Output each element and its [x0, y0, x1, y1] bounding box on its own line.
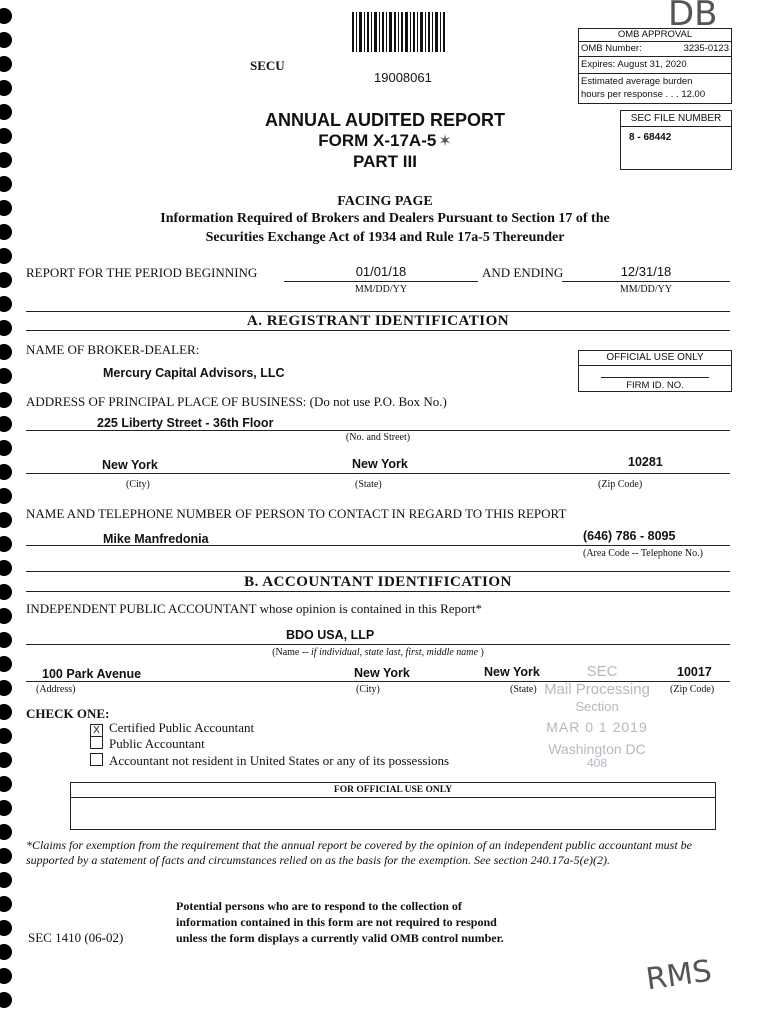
- handwritten-signature: RMS: [643, 953, 714, 998]
- punch-hole: [0, 752, 12, 768]
- accountant-zip: 10017: [677, 665, 712, 679]
- punch-hole: [0, 440, 12, 456]
- contact-phone: (646) 786 - 8095: [583, 529, 676, 543]
- stamp-line-3: Section: [575, 699, 619, 714]
- punch-hole: [0, 80, 12, 96]
- omb-approval-box: [578, 28, 732, 104]
- sec-file-label: SEC FILE NUMBER: [621, 111, 731, 127]
- facing-line-2: Securities Exchange Act of 1934 and Rule 17a-5 Thereunder: [205, 230, 565, 245]
- name-caption-c: ): [477, 647, 484, 658]
- sec-form-number: SEC 1410 (06-02): [28, 930, 124, 945]
- omb-number-row: [579, 42, 731, 57]
- punch-hole: [0, 272, 12, 288]
- stamp-line-5: Washington DC: [548, 741, 646, 757]
- punch-hole: [0, 368, 12, 384]
- address-label: ADDRESS OF PRINCIPAL PLACE OF BUSINESS: (Do not use P.O. Box No.): [26, 394, 447, 409]
- broker-dealer-name: Mercury Capital Advisors, LLC: [103, 366, 285, 380]
- accountant-name-line: [26, 644, 730, 645]
- punch-hole: [0, 680, 12, 696]
- omb-title: OMB APPROVAL: [579, 29, 731, 42]
- punch-hole: [0, 968, 12, 984]
- official-use-box: [578, 350, 732, 392]
- punch-hole: [0, 704, 12, 720]
- zip-caption: (Zip Code): [598, 479, 643, 490]
- punch-hole: [0, 296, 12, 312]
- omb-burden-line2: hours per response . . . 12.00: [581, 89, 706, 100]
- secu-label: SECU: [250, 58, 285, 73]
- official-use-only-box: [70, 782, 716, 830]
- city-line: [26, 473, 730, 474]
- period-end-label: AND ENDING: [482, 265, 564, 280]
- contact-line: [26, 545, 730, 546]
- section-a-title: A. REGISTRANT IDENTIFICATION: [246, 313, 510, 329]
- option-certified[interactable]: [90, 720, 254, 737]
- name-caption-b: if individual, state last, first, middle name: [311, 647, 478, 658]
- accountant-name: BDO USA, LLP: [286, 628, 375, 642]
- section-b-top-rule: [26, 571, 730, 572]
- received-stamp: [522, 664, 672, 769]
- address-caption: (Address): [36, 684, 76, 695]
- handwritten-star-mark: ✶: [438, 131, 452, 150]
- punch-hole: [0, 320, 12, 336]
- option-public-label: Public Accountant: [109, 736, 205, 751]
- punch-hole: [0, 536, 12, 552]
- punch-hole: [0, 608, 12, 624]
- punch-hole: [0, 248, 12, 264]
- contact-label: NAME AND TELEPHONE NUMBER OF PERSON TO CONTACT IN REGARD TO THIS REPORT: [26, 506, 567, 521]
- option-nonresident[interactable]: [90, 753, 449, 769]
- name-caption-a: (Name --: [272, 647, 312, 658]
- punch-hole: [0, 200, 12, 216]
- state-value: New York: [352, 457, 408, 471]
- sec-file-number-box: [620, 110, 732, 170]
- punch-hole: [0, 632, 12, 648]
- punch-hole: [0, 416, 12, 432]
- section-b-title: B. ACCOUNTANT IDENTIFICATION: [244, 574, 512, 590]
- period-end-line: [562, 281, 730, 282]
- zip-value: 10281: [628, 455, 663, 469]
- option-certified-label: Certified Public Accountant: [109, 720, 255, 735]
- document-number: 19008061: [374, 70, 432, 85]
- omb-notice-line-3: unless the form displays a currently valid OMB control number.: [176, 931, 504, 945]
- punch-hole: [0, 344, 12, 360]
- punch-hole: [0, 728, 12, 744]
- punch-hole: [0, 776, 12, 792]
- omb-number-value: 3235-0123: [683, 43, 729, 54]
- punch-hole: [0, 992, 12, 1008]
- punch-hole: [0, 56, 12, 72]
- omb-notice-line-2: information contained in this form are not required to respond: [176, 915, 497, 929]
- omb-notice: [176, 898, 504, 946]
- contact-name: Mike Manfredonia: [103, 532, 209, 546]
- punch-hole: [0, 392, 12, 408]
- punch-hole: [0, 584, 12, 600]
- accountant-city-caption: (City): [356, 684, 380, 695]
- stamp-line-2: Mail Processing: [544, 681, 650, 698]
- footnote: *Claims for exemption from the requirement that the annual report be covered by the opinion of an independent public accountant must be supported by a statement of facts and circumstances relied on as the basis for the exemption. See section 240.17a-5(e)(2).: [26, 838, 692, 867]
- firm-id-label: FIRM ID. NO.: [626, 380, 684, 391]
- punch-hole: [0, 176, 12, 192]
- firm-id-line: [601, 377, 709, 378]
- stamp-line-4: MAR 0 1 2019: [546, 719, 648, 735]
- period-end-format: MM/DD/YY: [619, 284, 673, 295]
- form-text: FORM X-17A-5: [318, 131, 437, 150]
- punch-hole: [0, 512, 12, 528]
- checkbox-nonresident[interactable]: [90, 753, 103, 766]
- option-nonresident-label: Accountant not resident in United States or any of its possessions: [109, 753, 450, 768]
- broker-dealer-label: NAME OF BROKER-DEALER:: [26, 342, 200, 357]
- period-begin-line: [284, 281, 478, 282]
- punch-hole: [0, 800, 12, 816]
- punch-hole: [0, 944, 12, 960]
- omb-burden-line1: Estimated average burden: [581, 76, 693, 87]
- street-caption: (No. and Street): [345, 432, 411, 443]
- street-line: [26, 430, 730, 431]
- report-title: ANNUAL AUDITED REPORT: [264, 110, 505, 130]
- punch-hole: [0, 920, 12, 936]
- section-a-top-rule: [26, 311, 730, 312]
- official-use-label: OFFICIAL USE ONLY: [579, 351, 731, 366]
- city-value: New York: [102, 458, 158, 472]
- facing-title: FACING PAGE: [337, 194, 433, 209]
- punch-hole: [0, 488, 12, 504]
- handwritten-initials: DB: [668, 0, 718, 34]
- check-one-label: CHECK ONE:: [26, 706, 110, 721]
- punch-hole: [0, 824, 12, 840]
- period-begin-value: 01/01/18: [355, 264, 407, 279]
- punch-hole: [0, 848, 12, 864]
- stamp-line-1: SEC: [586, 663, 618, 680]
- punch-hole: [0, 32, 12, 48]
- checkbox-public[interactable]: [90, 736, 103, 749]
- punch-hole: [0, 104, 12, 120]
- punch-hole: [0, 896, 12, 912]
- punch-hole: [0, 656, 12, 672]
- facing-line-1: Information Required of Brokers and Dealers Pursuant to Section 17 of the: [160, 211, 610, 226]
- punch-hole: [0, 560, 12, 576]
- option-public[interactable]: [90, 736, 205, 752]
- official-use-only-label: FOR OFFICIAL USE ONLY: [71, 783, 715, 798]
- accountant-city: New York: [354, 666, 410, 680]
- period-begin-format: MM/DD/YY: [354, 284, 408, 295]
- omb-notice-line-1: Potential persons who are to respond to the collection of: [176, 899, 462, 913]
- punch-hole: [0, 152, 12, 168]
- omb-expires: Expires: August 31, 2020: [579, 57, 731, 74]
- barcode: [352, 12, 446, 56]
- state-caption: (State): [355, 479, 382, 490]
- accountant-address: 100 Park Avenue: [42, 667, 142, 681]
- punch-hole: [0, 128, 12, 144]
- stamp-line-6: 408: [586, 756, 608, 770]
- sec-file-value: 8 - 68442: [629, 132, 672, 143]
- checkbox-certified[interactable]: X: [90, 724, 103, 737]
- accountant-state: New York: [484, 665, 540, 679]
- section-a-bottom-rule: [26, 330, 730, 331]
- period-begin-label: REPORT FOR THE PERIOD BEGINNING: [26, 265, 258, 280]
- punch-hole: [0, 8, 12, 24]
- accountant-label: INDEPENDENT PUBLIC ACCOUNTANT whose opinion is contained in this Report*: [26, 601, 482, 616]
- form-name: [200, 131, 570, 151]
- part-title: PART III: [353, 152, 417, 171]
- accountant-zip-caption: (Zip Code): [670, 684, 715, 695]
- accountant-state-caption: (State): [510, 684, 537, 695]
- period-end-value: 12/31/18: [620, 264, 672, 279]
- section-b-bottom-rule: [26, 591, 730, 592]
- omb-number-label: OMB Number:: [581, 43, 642, 54]
- punch-hole: [0, 872, 12, 888]
- accountant-name-caption: [26, 647, 730, 658]
- punch-hole: [0, 224, 12, 240]
- street-value: 225 Liberty Street - 36th Floor: [97, 416, 274, 430]
- punch-hole: [0, 464, 12, 480]
- city-caption: (City): [126, 479, 150, 490]
- phone-caption: (Area Code -- Telephone No.): [583, 548, 703, 559]
